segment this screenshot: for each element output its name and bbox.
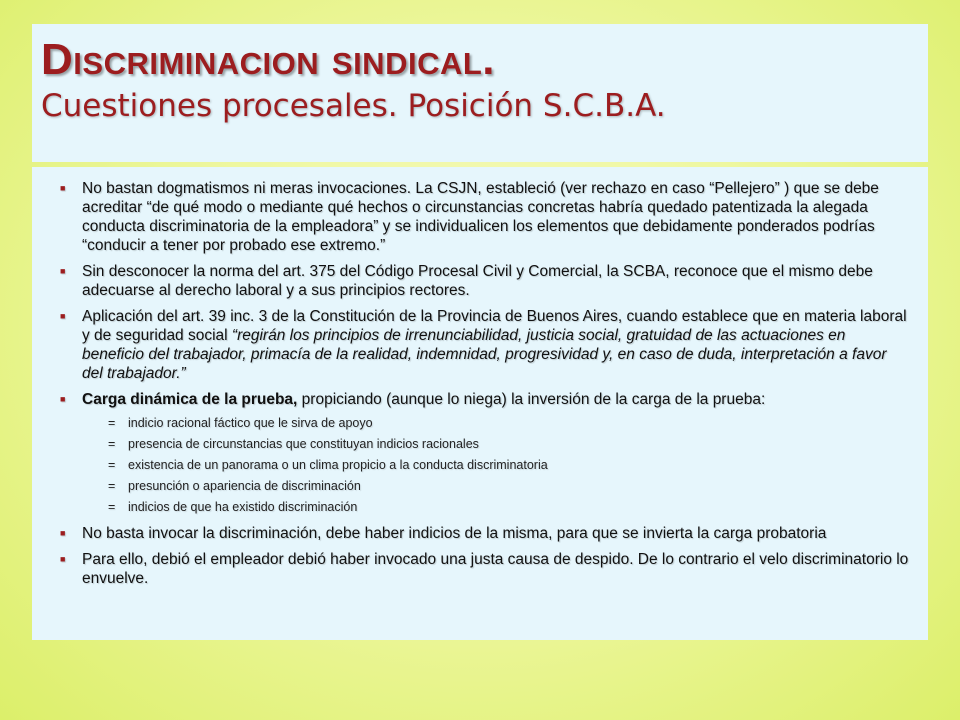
sub-item: [108, 476, 910, 497]
bullet-text-normal: propiciando (aunque lo niega) la inversión de la carga de la prueba:: [297, 391, 766, 408]
bullet-item: [60, 524, 910, 543]
sub-item-text: indicio racional fáctico que le sirva de apoyo: [128, 416, 373, 430]
sub-item-text: existencia de un panorama o un clima propicio a la conducta discriminatoria: [128, 458, 548, 472]
square-bullet-icon: ■: [60, 554, 66, 564]
bullet-text: [82, 307, 910, 383]
bullet-item: [60, 262, 910, 300]
bullet-text: [82, 390, 910, 409]
sub-item: [108, 455, 910, 476]
sub-item: [108, 413, 910, 434]
bullet-text-normal: Aplicación del art. 39 inc. 3 de la Constitución de la Provincia de Buenos Aires, cuando establece que en materia laboral y de seguridad social: [82, 308, 907, 344]
sub-item-text: presunción o apariencia de discriminación: [128, 479, 361, 493]
title-panel: [32, 24, 928, 162]
slide-subtitle: Cuestiones procesales. Posición S.C.B.A.: [41, 88, 666, 124]
bullet-item: [60, 390, 910, 409]
square-bullet-icon: ■: [60, 394, 66, 404]
sub-item: [108, 434, 910, 455]
bullet-item: [60, 179, 910, 255]
bullet-text-quote: “regirán los principios de irrenunciabilidad, justicia social, gratuidad de las actuaciones en beneficio del trabajador, primacía de la realidad, indemnidad, progresividad y, en caso de duda, interpretación a favor del trabajador.”: [82, 327, 887, 382]
square-bullet-icon: ■: [60, 311, 66, 321]
equals-marker: =: [108, 437, 116, 451]
bullet-item: [60, 550, 910, 588]
equals-marker: =: [108, 479, 116, 493]
square-bullet-icon: ■: [60, 183, 66, 193]
bullet-text-bold: Carga dinámica de la prueba,: [82, 391, 298, 408]
sub-item-text: presencia de circunstancias que constituyan indicios racionales: [128, 437, 479, 451]
sub-list: [108, 413, 910, 518]
square-bullet-icon: ■: [60, 266, 66, 276]
slide-title: Discriminacion sindical.: [41, 35, 495, 84]
bullet-item: [60, 307, 910, 383]
square-bullet-icon: ■: [60, 528, 66, 538]
bullet-text: No basta invocar la discriminación, debe haber indicios de la misma, para que se invierta la carga probatoria: [82, 525, 827, 542]
content-panel: [32, 167, 928, 640]
bullet-text: No bastan dogmatismos ni meras invocaciones. La CSJN, estableció (ver rechazo en caso “Pellejero” ) que se debe acreditar “de qué modo o mediante qué hechos o circunstancias concretas habría quedado patentizada la alegada conducta discriminatoria de la empleadora” y se individualicen los elementos que debidamente ponderados podrías “conducir a tener por probado ese extremo.”: [82, 180, 879, 254]
equals-marker: =: [108, 458, 116, 472]
sub-item: [108, 497, 910, 518]
bullet-text: Para ello, debió el empleador debió haber invocado una justa causa de despido. De lo contrario el velo discriminatorio lo envuelve.: [82, 551, 909, 587]
equals-marker: =: [108, 500, 116, 514]
equals-marker: =: [108, 416, 116, 430]
bullet-text: Sin desconocer la norma del art. 375 del Código Procesal Civil y Comercial, la SCBA, reconoce que el mismo debe adecuarse al derecho laboral y a sus principios rectores.: [82, 263, 873, 299]
sub-item-text: indicios de que ha existido discriminación: [128, 500, 358, 514]
